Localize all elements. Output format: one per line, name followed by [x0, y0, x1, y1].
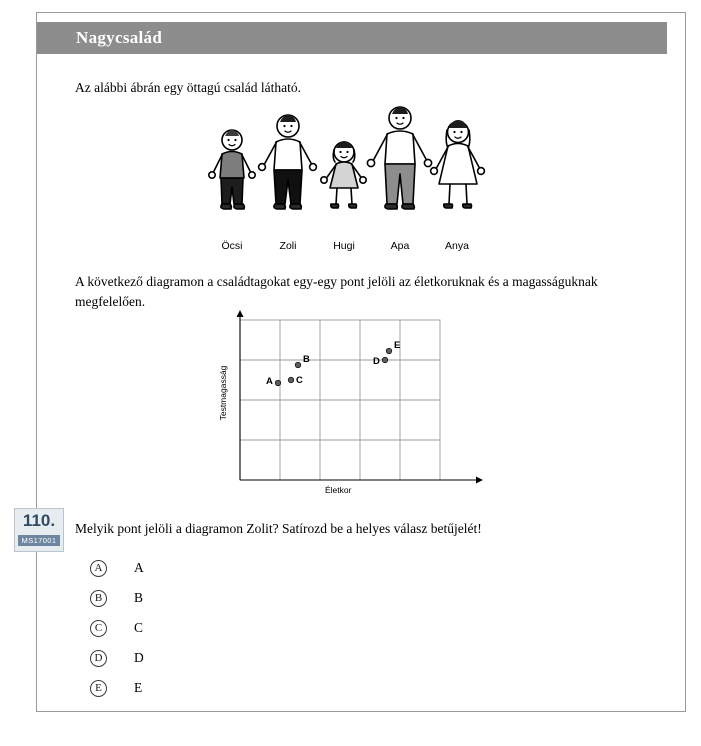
point-e: [386, 348, 392, 354]
point-label-c: C: [296, 375, 303, 386]
question-number-badge: [14, 508, 64, 552]
point-a: [275, 380, 281, 386]
option-label-b: B: [134, 590, 144, 605]
option-bubble-e[interactable]: E: [90, 680, 107, 697]
chart-y-axis-label: Testmagasság: [218, 365, 228, 421]
family-illustration: [200, 104, 500, 254]
answer-option-e[interactable]: [90, 673, 390, 703]
answer-option-d[interactable]: [90, 643, 390, 673]
answer-options: [90, 553, 390, 703]
option-bubble-b[interactable]: B: [90, 590, 107, 607]
answer-option-c[interactable]: [90, 613, 390, 643]
option-bubble-c[interactable]: C: [90, 620, 107, 637]
question-number: 110.: [22, 511, 56, 530]
chart-points: [275, 348, 392, 386]
figure-ocsi: [209, 130, 255, 209]
chart-x-axis-label: Életkor: [325, 485, 352, 495]
point-c: [288, 377, 294, 383]
question-code: MS17001: [18, 535, 61, 546]
family-name-labels: [200, 240, 500, 256]
family-label-zoli: Zoli: [279, 240, 297, 252]
point-b: [295, 362, 301, 368]
intro-text: Az alábbi ábrán egy öttagú család látható.: [75, 80, 302, 95]
answer-option-a[interactable]: [90, 553, 390, 583]
family-label-apa: Apa: [390, 240, 410, 252]
point-label-d: D: [373, 356, 380, 367]
section-header: [37, 22, 667, 54]
option-label-d: D: [134, 650, 144, 665]
family-label-hugi: Hugi: [333, 240, 355, 252]
figure-apa: [367, 107, 431, 209]
figure-anya: [431, 120, 485, 208]
point-label-b: B: [303, 354, 310, 365]
question-text: Melyik pont jelöli a diagramon Zolit? Satírozd be a helyes válasz betűjelét!: [75, 521, 482, 536]
section-title: Nagycsalád: [76, 28, 163, 47]
option-bubble-a[interactable]: A: [90, 560, 107, 577]
option-label-a: A: [134, 560, 144, 575]
option-label-c: C: [134, 620, 144, 635]
point-label-a: A: [266, 376, 273, 387]
scatter-chart: [205, 310, 515, 500]
option-bubble-d[interactable]: D: [90, 650, 107, 667]
chart-grid: [240, 320, 440, 480]
answer-option-b[interactable]: [90, 583, 390, 613]
point-d: [382, 357, 388, 363]
chart-description: A következő diagramon a családtagokat egy-egy pont jelöli az életkoruknak és a magasságuknak megfelelően.: [75, 274, 598, 310]
family-label-ocsi: Öcsi: [221, 240, 243, 252]
family-label-anya: Anya: [445, 240, 469, 252]
point-label-e: E: [394, 340, 401, 351]
figure-zoli: [259, 115, 317, 209]
figure-hugi: [321, 141, 366, 208]
option-label-e: E: [134, 680, 143, 695]
